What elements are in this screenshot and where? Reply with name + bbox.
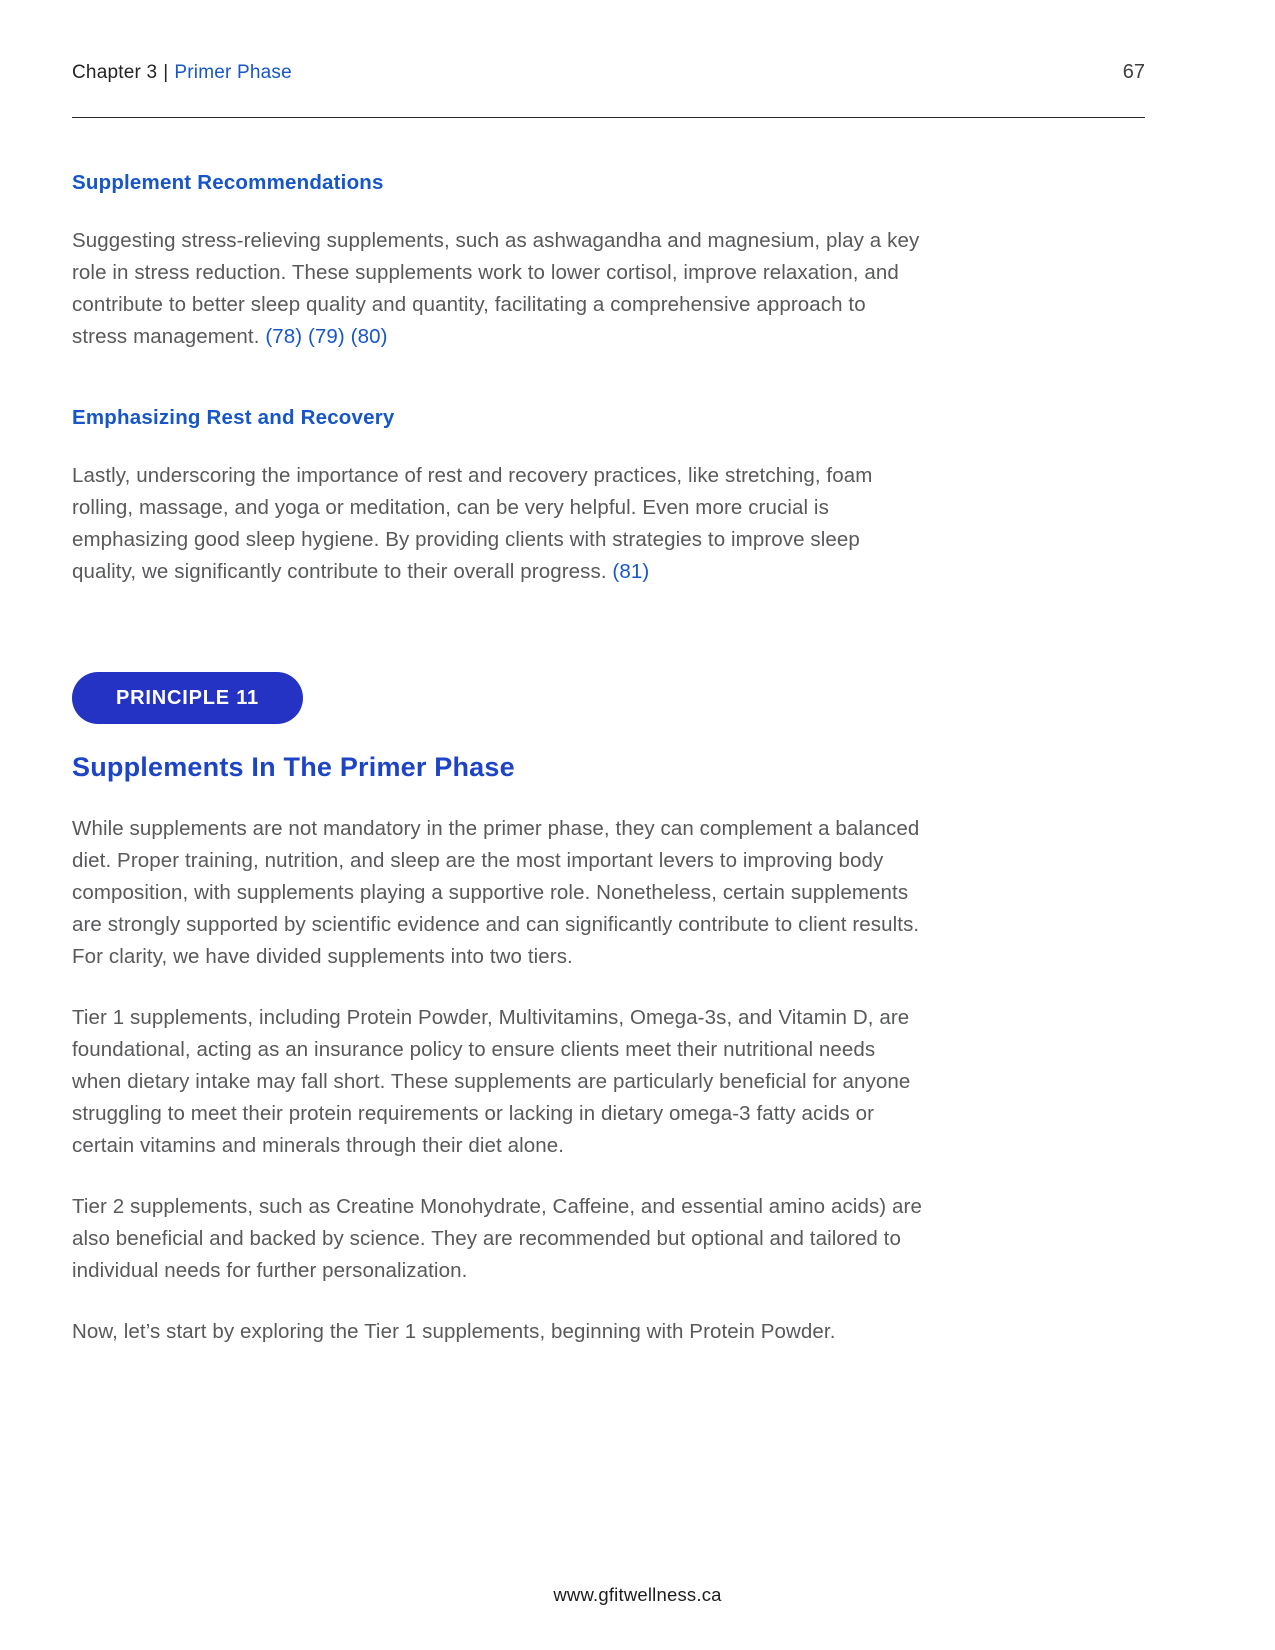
paragraph-text: Lastly, underscoring the importance of rest and recovery practices, like stretching, foam rolling, massage, and yoga or meditation, can be very helpful. Even more crucial is emphasizing good sleep hygiene. By providing clients with strategies to improve sleep quality, we significantly contribute to their overall progress. [72, 464, 873, 583]
citation-link-79[interactable]: (79) [307, 325, 345, 348]
page-content [72, 170, 924, 1348]
paragraph-tier2: Tier 2 supplements, such as Creatine Monohydrate, Caffeine, and essential amino acids) are also beneficial and backed by science. They are recommended but optional and tailored to individual needs for further personalization. [72, 1195, 922, 1282]
citation-link-81[interactable]: (81) [612, 560, 650, 583]
chapter-label: Chapter 3 [72, 62, 158, 83]
paragraph-rest-recovery [72, 460, 924, 588]
principle-badge: PRINCIPLE 11 [72, 672, 303, 724]
paragraph-text: Suggesting stress-relieving supplements, such as ashwagandha and magnesium, play a key role in stress reduction. These supplements work to lower cortisol, improve relaxation, and contribute to better sleep quality and quantity, facilitating a comprehensive approach to stress management. [72, 229, 920, 348]
paragraph-next-steps: Now, let’s start by exploring the Tier 1 supplements, beginning with Protein Powder. [72, 1320, 836, 1343]
breadcrumb [72, 61, 292, 85]
principle-title: Supplements In The Primer Phase [72, 752, 515, 782]
section-heading-rest-recovery: Emphasizing Rest and Recovery [72, 406, 395, 429]
paragraph-principle-intro: While supplements are not mandatory in the primer phase, they can complement a balanced diet. Proper training, nutrition, and sleep are the most important levers to improving body composition, with supplements playing a supportive role. Nonetheless, certain supplements are strongly supported by scientific evidence and can significantly contribute to client results. For clarity, we have divided supplements into two tiers. [72, 817, 920, 968]
page-number: 67 [1122, 61, 1145, 83]
paragraph-supplement-recommendations [72, 225, 924, 353]
chapter-section-link[interactable]: Primer Phase [174, 62, 292, 83]
paragraph-tier1: Tier 1 supplements, including Protein Powder, Multivitamins, Omega-3s, and Vitamin D, are foundational, acting as an insurance policy to ensure clients meet their nutritional needs when dietary intake may fall short. These supplements are particularly beneficial for anyone struggling to meet their protein requirements or lacking in dietary omega-3 fatty acids or certain vitamins and minerals through their diet alone. [72, 1006, 911, 1157]
citation-link-80[interactable]: (80) [350, 325, 388, 348]
breadcrumb-divider: | [163, 62, 169, 83]
footer-website-url: www.gfitwellness.ca [553, 1584, 722, 1605]
section-heading-supplement-recommendations: Supplement Recommendations [72, 171, 384, 194]
header-divider-rule [72, 117, 1145, 118]
citation-link-78[interactable]: (78) [265, 325, 303, 348]
page-header [72, 60, 1145, 85]
